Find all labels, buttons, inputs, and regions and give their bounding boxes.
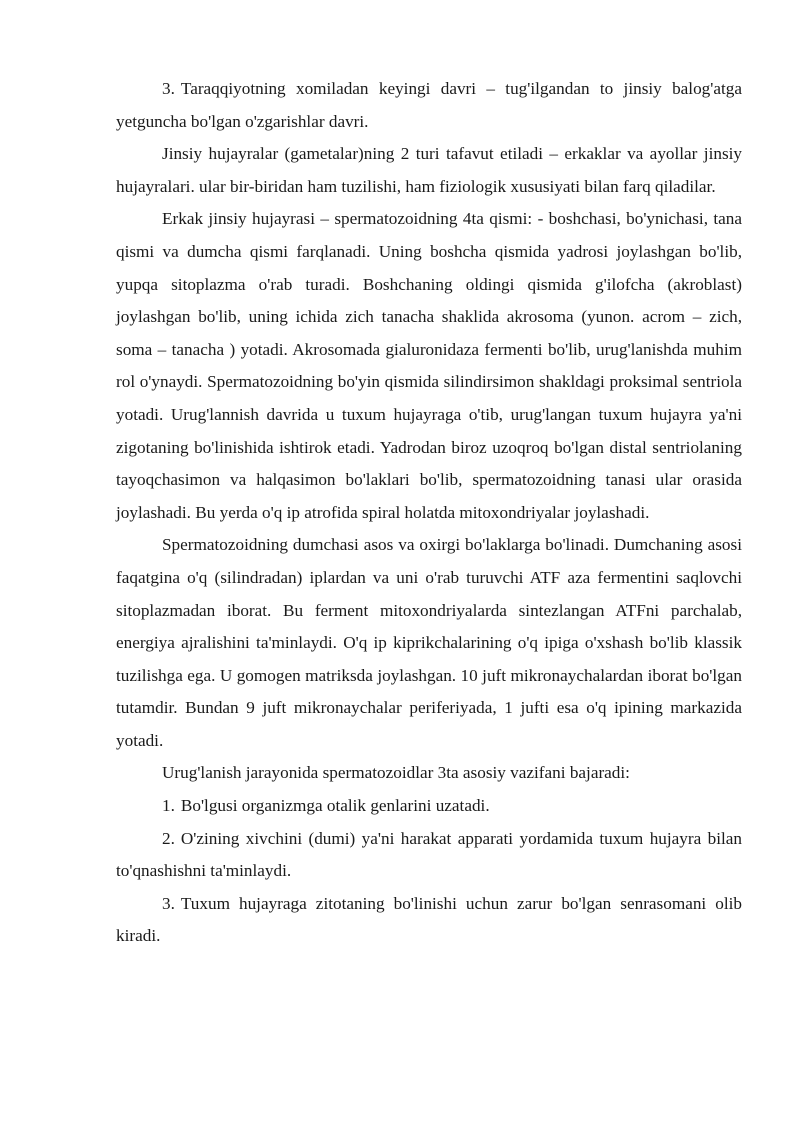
paragraph-text: Bo'lgusi organizmga otalik genlarini uzatadi. [180,796,490,816]
paragraph-text: Spermatozoidning dumchasi asos va oxirgi bo'laklarga bo'linadi. Dumchaning asosi faqatgina o'q (silindradan) iplardan va uni o'rab turuvchi ATF aza fermentini saqlovchi sitoplazmadan iborat. Bu ferment mitoxondriyalarda sintezlangan ATFni parchalab, energiya ajralishini ta'minlaydi. O'q ip kiprikchalarining o'q ipiga o'xshash bo'lib klassik tuzilishga ega. U gomogen matriksda joylashgan. 10 juft mikronaychalardan iborat bo'lgan tutamdir. Bundan 9 juft mikronaychalar periferiyada, 1 jufti esa o'q ipining markazida yotadi. [116,535,742,750]
list-number: 1. [162,796,175,816]
paragraph-stage-3 [116,73,742,138]
document-page [116,73,742,953]
paragraph-text: Tuxum hujayraga zitotaning bo'linishi uchun zarur bo'lgan senrasomani olib kiradi. [116,893,742,946]
paragraph-text: O'zining xivchini (dumi) ya'ni harakat apparati yordamida tuxum hujayra bilan to'qnashishni ta'minlaydi. [116,828,742,881]
list-number: 2. [162,828,175,848]
list-item-3 [116,888,742,953]
paragraph-text: Erkak jinsiy hujayrasi – spermatozoidning 4ta qismi: - boshchasi, bo'ynichasi, tana qismi va dumcha qismi farqlanadi. Uning boshcha qismida yadrosi joylashgan bo'lib, yupqa sitoplazma o'rab turadi. Boshchaning oldingi qismida g'ilofcha (akroblast) joylashgan bo'lib, uning ichida zich tanacha shaklida akrosoma (yunon. acrom – zich, soma – tanacha ) yotadi. Akrosomada gialuronidaza fermenti bo'lib, urug'lanishda muhim rol o'ynaydi. Spermatozoidning bo'yin qismida silindirsimon shakldagi proksimal sentriola yotadi. Urug'lannish davrida u tuxum hujayraga o'tib, urug'langan tuxum hujayra ya'ni zigotaning bo'linishida ishtirok etadi. Yadrodan biroz uzoqroq bo'lgan distal sentriolaning tayoqchasimon va halqasimon bo'laklari bo'lib, spermatozoidning tanasi ular orasida joylashadi. Bu yerda o'q ip atrofida spiral holatda mitoxondriyalar joylashadi. [116,209,742,522]
paragraph-text: Urug'lanish jarayonida spermatozoidlar 3ta asosiy vazifani bajaradi: [162,763,630,783]
paragraph-tail [116,529,742,757]
paragraph-text: Jinsiy hujayralar (gametalar)ning 2 turi tafavut etiladi – erkaklar va ayollar jinsiy hujayralari. ular bir-biridan ham tuzilishi, ham fiziologik xususiyati bilan farq qiladilar. [116,144,742,196]
list-number: 3. [162,893,175,913]
paragraph-gametes [116,138,742,203]
list-number: 3. [162,79,175,98]
paragraph-male-cell [116,203,742,529]
list-item-2 [116,823,742,888]
paragraph-text: Taraqqiyotning xomiladan keyingi davri – tug'ilgandan to jinsiy balog'atga yetguncha bo'lgan o'zgarishlar davri. [116,79,742,131]
list-item-1 [116,790,742,823]
paragraph-functions-intro [116,757,742,790]
